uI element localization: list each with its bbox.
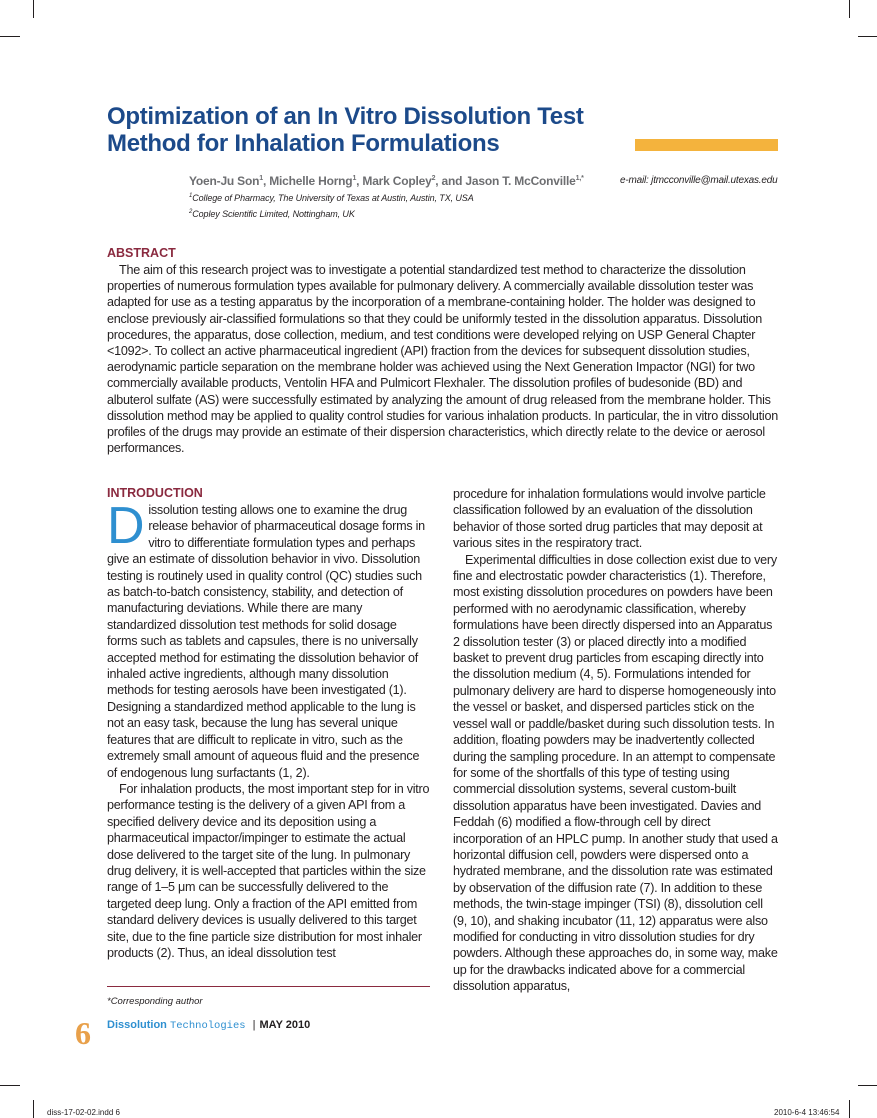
journal-name: Dissolution bbox=[107, 1019, 167, 1031]
page-number: 6 bbox=[75, 1015, 91, 1051]
left-column bbox=[107, 497, 430, 961]
crop-mark bbox=[33, 1100, 34, 1118]
crop-mark bbox=[858, 36, 877, 37]
journal-name-suffix: Technologies bbox=[169, 1020, 246, 1032]
article-title: Optimization of an In Vitro Dissolution Test Method for Inhalation Formulations bbox=[107, 103, 584, 157]
footnote-rule bbox=[107, 986, 430, 987]
intro-paragraph-1: Dissolution testing allows one to examine the drug release behavior of pharmaceutical dosage forms in vitro to differentiate formulation types and perhaps give an estimate of dissolution behavior in vivo. Dissolution testing is routinely used in quality control (QC) studies such as batch-to-batch consistency, stability, and detection of manufacturing deviations. While there are many standardized dissolution test methods for solid dosage forms such as tablets and capsules, there is no universally accepted method for estimating the dissolution behavior of inhaled active ingredients, although many dissolution methods for testing aerosols have been investigated (1). Designing a standardized method applicable to the lung is not an easy task, because the lung has several unique features that are difficult to replicate in vitro, such as the extremely small amount of aqueous fluid and the presence of endogenous lung surfactants (1, 2). bbox=[107, 497, 425, 780]
crop-mark bbox=[858, 1085, 877, 1086]
intro-paragraph-2: For inhalation products, the most important step for in vitro performance testing is the delivery of a given API from a specified delivery device and its deposition using a pharmaceutical impactor/impinger to estimate the actual dose delivered to the target site of the lung. In pulmonary drug delivery, it is well-accepted that particles within the size range of 1–5 μm can be successfully delivered to the targeted deep lung. Only a fraction of the API emitted from standard delivery devices is usually delivered to this target site, due to the fine particle size distribution for most inhaler products (2). Thus, an ideal dissolution test bbox=[107, 781, 430, 960]
abstract-heading: ABSTRACT bbox=[107, 246, 176, 260]
intro-paragraph-3: procedure for inhalation formulations would involve particle classification followed by an evaluation of the dissolution behavior of those sorted drug particles that may deposit at various sites in the respiratory tract. bbox=[453, 487, 766, 551]
crop-mark bbox=[0, 36, 20, 37]
crop-mark bbox=[0, 1085, 20, 1086]
slug-timestamp: 2010-6-4 13:46:54 bbox=[774, 1108, 840, 1117]
author-name: , Michelle Horng bbox=[262, 174, 353, 188]
author-name: , and Jason T. McConville bbox=[435, 174, 576, 188]
running-footer bbox=[107, 1019, 310, 1032]
crop-mark bbox=[33, 0, 34, 18]
crop-mark bbox=[849, 1100, 850, 1118]
author-name: , Mark Copley bbox=[356, 174, 432, 188]
issue-date: MAY 2010 bbox=[259, 1019, 311, 1031]
slug-file: diss-17-02-02.indd 6 bbox=[47, 1108, 120, 1117]
author-name: Yoen-Ju Son bbox=[189, 174, 260, 188]
crop-mark bbox=[849, 0, 850, 18]
right-column bbox=[453, 486, 778, 995]
intro-paragraph-4: Experimental difficulties in dose collection exist due to very fine and electrostatic powder characteristics (1). Therefore, most existing dissolution procedures on powders have been performed with no aerodynamic classification, whereby formulations have been directly dispersed into an Apparatus 2 dissolution tester (3) or placed directly into a modified basket to prevent drug particles from escaping directly into the dissolution medium (4, 5). Formulations intended for pulmonary delivery are hard to disperse homogeneously into the vessel or basket, and dispersed particles stick on the vessel wall or paddle/basket during such dissolution tests. In addition, floating powders may be inadvertently collected during the sampling procedure. In an attempt to compensate for some of the shortfalls of this type of testing using commercial dissolution systems, several custom-built dissolution apparatus have been investigated. Davies and Feddah (6) modified a flow-through cell by direct incorporation of an HPLC pump. In another study that used a horizontal diffusion cell, powders were dispersed onto a hydrated membrane, and the dissolution rate was estimated by observation of the diffusion rate (7). In addition to these methods, the twin-stage impinger (TSI) (8), dissolution cell (9, 10), and shaking incubator (11, 12) apparatus were also modified for conducting in vitro dissolution studies for dry powders. Although these approaches do, in some way, make up for the drawbacks indicated above for a commercial dissolution apparatus, bbox=[453, 552, 778, 994]
title-accent-bar bbox=[635, 139, 778, 151]
introduction-heading: INTRODUCTION bbox=[107, 486, 203, 500]
footer-separator: | bbox=[252, 1019, 256, 1031]
author-list: Yoen-Ju Son$^1$, Michelle Horng$^1$, Mark Copley$^2$, and Jason T. McConville$^{1,*}$ bbox=[189, 174, 584, 188]
drop-cap: D bbox=[107, 497, 145, 555]
author-email: e-mail: jtmcconville@mail.utexas.edu bbox=[620, 175, 778, 186]
footnote: *Corresponding author bbox=[107, 996, 203, 1007]
affiliation-2: $^2$Copley Scientific Limited, Nottingham, UK bbox=[189, 209, 355, 219]
affiliation-1: $^1$College of Pharmacy, The University of Texas at Austin, Austin, TX, USA bbox=[189, 193, 474, 203]
abstract-body: The aim of this research project was to investigate a potential standardized test method to characterize the dissolution properties of numerous formulation types available for pulmonary delivery. A commercially available dissolution tester was adapted for use as a testing apparatus by the incorporation of a membrane-containing holder. The holder was designed to enclose previously air-classified formulations so that they could be uniformly tested in the dissolution apparatus. Dissolution procedures, the apparatus, dose collection, medium, and test conditions were developed relying on USP General Chapter <1092>. To collect an active pharmaceutical ingredient (API) fraction from the devices for subsequent dissolution studies, aerodynamic particle separation on the membrane holder was achieved using the Next Generation Impactor (NGI) for two commercially available products, Ventolin HFA and Pulmicort Flexhaler. The dissolution profiles of budesonide (BD) and albuterol sulfate (AS) were successfully estimated by analyzing the amount of drug released from the membrane holder. This dissolution method may be applied to quality control studies for various inhalation products. In particular, the in vitro dissolution profiles of the drugs may provide an estimate of their dispersion characteristics, which directly relate to the device or aerosol performances. bbox=[107, 263, 778, 456]
